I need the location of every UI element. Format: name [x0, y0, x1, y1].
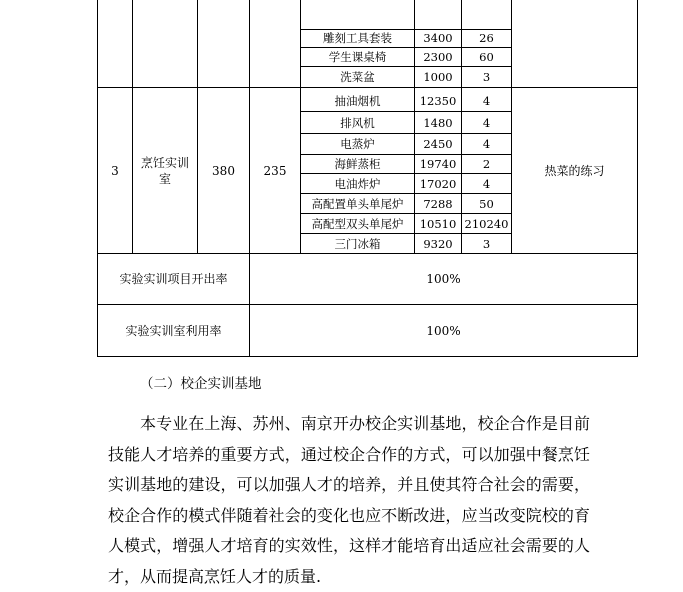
equipment-name: 雕刻工具套装: [323, 31, 392, 45]
section-paragraph: 本专业在上海、苏州、南京开办校企实训基地，校企合作是目前技能人才培养的重要方式，通过校企合作的方式，可以加强中餐烹饪实训基地的建设，可以加强人才的培养，并且使其符合社会的需要，校企合作的模式伴随着社会的变化也应不断改进，应当改变院校的育人模式，增强人才培育的实效性，这样才能培育出适应社会需要的人才，从而提高烹饪人才的质量.: [108, 414, 590, 586]
equipment-name: 学生课桌椅: [328, 50, 387, 64]
equipment-name: 电蒸炉: [340, 137, 375, 151]
equipment-price: 7288: [423, 196, 453, 211]
equipment-name: 高配置单头单尾炉: [311, 196, 404, 211]
summary-label: 实验实训室利用率: [125, 323, 222, 338]
equipment-qty: 4: [482, 137, 491, 151]
equipment-price: 3400: [423, 31, 453, 45]
equipment-price: 2450: [423, 137, 453, 151]
equipment-name: 排风机: [340, 115, 375, 130]
equipment-price: 1000: [423, 70, 453, 84]
equipment-qty: 4: [482, 93, 491, 108]
equipment-price: 10510: [419, 216, 457, 231]
equipment-name: 电油炸炉: [334, 176, 381, 191]
equipment-name: 三门冰箱: [334, 236, 381, 251]
room-name: 烹饪实训室: [141, 155, 190, 186]
section-heading: （二）校企实训基地: [140, 376, 262, 392]
table-line: [97, 356, 638, 357]
room-purpose: 热菜的练习: [544, 163, 605, 178]
equipment-name: 海鲜蒸柜: [334, 157, 381, 171]
room-number: 3: [111, 163, 119, 178]
table-line: [637, 0, 638, 357]
summary-value: 100%: [426, 272, 461, 286]
room-stations: 235: [263, 163, 287, 178]
table-line: [132, 0, 133, 253]
equipment-price: 9320: [423, 236, 453, 251]
equipment-qty: 4: [482, 176, 491, 191]
summary-label: 实验实训项目开出率: [119, 272, 228, 286]
equipment-price: 1480: [423, 115, 453, 130]
summary-value: 100%: [426, 323, 461, 338]
equipment-qty: 4: [482, 115, 491, 130]
equipment-price: 17020: [419, 176, 457, 191]
equipment-qty: 3: [482, 70, 491, 84]
equipment-name: 高配型双头单尾炉: [311, 216, 404, 231]
equipment-qty: 26: [479, 31, 494, 45]
equipment-qty: 2: [482, 157, 491, 171]
equipment-qty: 50: [479, 196, 494, 211]
equipment-price: 19740: [419, 157, 457, 171]
room-area: 380: [212, 163, 235, 178]
equipment-price: 12350: [419, 93, 457, 108]
equipment-name: 洗菜盆: [340, 70, 375, 84]
equipment-qty: 3: [482, 236, 491, 251]
equipment-name: 抽油烟机: [334, 93, 381, 108]
equipment-qty: 210240: [464, 216, 509, 231]
equipment-qty: 60: [479, 50, 494, 64]
equipment-price: 2300: [423, 50, 453, 64]
